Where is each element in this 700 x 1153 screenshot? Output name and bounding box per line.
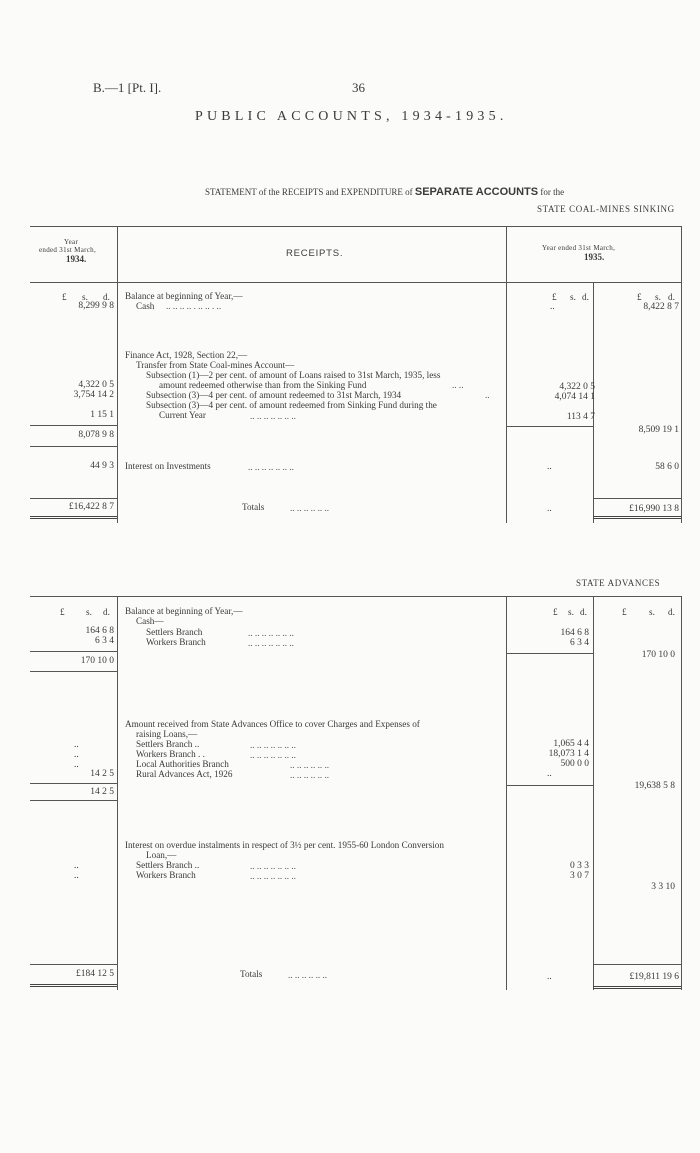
totals-double-rule [593,516,681,519]
subsection3-1935: 113 4 7 [566,412,595,422]
totals-label: Totals [242,502,265,512]
amount-received-label: Amount received from State Advances Office to cover Charges and Expenses of [125,719,420,729]
balance-label: Balance at beginning of Year,— [125,606,243,616]
currency-label-l: £ [552,292,557,302]
leader-dots: .. .. .. .. .. .. .. [250,750,296,760]
table1-col-rule [593,282,594,523]
table1-col-rule [681,226,682,523]
table2-col-rule [593,596,594,990]
finance-subtotal-1934: 8,078 9 8 [78,430,114,440]
totals-label: Totals [240,969,263,979]
ov-workers-label: Workers Branch [136,870,196,880]
subsection2-1934: 3,754 14 2 [73,390,114,400]
totals-1935: £19,811 19 6 [629,972,679,982]
leader-dots: .. .. .. .. .. .. .. [250,871,296,881]
statement-emphasis: SEPARATE ACCOUNTS [414,186,539,198]
subtotal-rule [30,651,117,652]
overdue-interest-label: Interest on overdue instalments in respect of 3½ per cent. 1955-60 London Conversion [125,840,444,850]
totals-rule [593,498,681,499]
adv-workers-1934: .. [74,750,79,760]
currency-label-d: d. [582,292,589,302]
statement-line1 [205,186,564,198]
subsection1-label: Subsection (1)—2 per cent. of amount of Loans raised to 31st March, 1935, less [146,370,441,380]
currency-label-s: s. [649,607,655,617]
leader-dots: .. .. .. .. .. .. [290,503,330,513]
totals-1934: £16,422 8 7 [68,502,114,512]
interest-1934: 44 9 3 [90,461,114,471]
adv-subtotal-1935: 19,638 5 8 [634,781,675,791]
interest-1935: 58 6 0 [655,462,679,472]
balance-subtotal-1934: 170 10 0 [80,656,114,666]
statement-prefix: STATEMENT of the RECEIPTS and EXPENDITURE of [205,187,413,197]
year1934-header-b: ended 31st March, [39,246,97,254]
settlers-1935: 164 6 8 [560,628,589,638]
subtotal-rule [30,671,117,672]
adv-subtotal-1934: 14 2 5 [90,787,114,797]
subtotal-rule [30,446,117,447]
currency-label-l: £ [637,292,642,302]
adv-rural-1934: 14 2 5 [90,769,114,779]
leader-dots: .. .. .. .. .. .. .. [250,411,296,421]
totals-double-rule [30,984,117,987]
subsection1-1935: 4,322 0 5 [559,382,595,392]
leader-dots: .. .. .. .. .. .. .. [248,462,294,472]
cash-1934: 8,299 9 8 [78,301,114,311]
subtotal-rule [30,425,117,426]
table1-top-rule [30,226,682,227]
totals-1934: £184 12 5 [76,969,114,979]
ov-subtotal-1935: 3 3 10 [651,882,675,892]
ov-workers-1935: 3 0 7 [570,871,589,881]
table1-col-rule [117,226,118,523]
subtotal-rule [506,785,593,786]
totals-1935: £16,990 13 8 [629,504,679,514]
year1935-header-b: 1935. [584,252,605,262]
leader-dots: .. [485,390,490,400]
currency-label-s: s. [655,292,661,302]
workers-branch-label: Workers Branch [146,637,206,647]
page-title: PUBLIC ACCOUNTS, 1934-1935. [195,109,508,124]
ov-settlers-1935: 0 3 3 [570,861,589,871]
settlers-branch-label: Settlers Branch [146,627,203,637]
interest-label: Interest on Investments [125,461,211,471]
leader-dots: .. .. .. .. .. .. .. [250,740,296,750]
currency-label-d: d. [668,292,675,302]
totals-col4: .. [547,504,552,514]
settlers-1934: 164 6 8 [85,626,114,636]
subsection2-1935: 4,074 14 1 [554,392,595,402]
subsection1-label-cont: amount redeemed otherwise than from the Sinking Fund [159,380,367,390]
leader-dots: .. .. [452,380,464,390]
year1934-header-a: Year [64,238,79,246]
currency-label-s: s. [568,607,574,617]
transfer-label: Transfer from State Coal-mines Account— [136,360,295,370]
subsection3-label: Subsection (3)—4 per cent. of amount redeemed from Sinking Fund during the [146,400,437,410]
ov-settlers-1934: .. [74,861,79,871]
receipts-header: RECEIPTS. [286,248,344,259]
adv-local-1935: 500 0 0 [560,759,589,769]
cash-label: Cash— [136,616,164,626]
ov-workers-1934: .. [74,871,79,881]
adv-local-1934: .. [74,760,79,770]
subsection3-label-cont: Current Year [159,410,206,420]
year1935-header-a: Year ended 31st March, [542,244,616,252]
currency-label-d: d. [668,607,675,617]
subsection1-1934: 4,322 0 5 [78,380,114,390]
adv-local-label: Local Authorities Branch [136,759,229,769]
currency-label-l: £ [553,607,558,617]
workers-1934: 6 3 4 [95,636,114,646]
cash-col4: .. [550,302,555,312]
cash-label: Cash [136,301,155,311]
totals-rule [30,964,117,965]
finance-subtotal-1935: 8,509 19 1 [638,425,679,435]
leader-dots: .. .. .. .. . .. .. . .. [166,301,222,311]
leader-dots: .. .. .. .. .. .. .. [248,638,294,648]
subsection3-1934: 1 15 1 [90,410,114,420]
subtotal-rule [30,800,117,801]
adv-workers-label: Workers Branch . . [136,749,205,759]
currency-label-s: s. [82,292,88,302]
totals-col4: .. [547,972,552,982]
leader-dots: .. .. .. .. .. .. [288,970,328,980]
table1-col-rule [506,226,507,523]
subtotal-rule [30,783,117,784]
currency-label-s: s. [570,292,576,302]
currency-label-d: d. [103,607,110,617]
interest-col4: .. [547,462,552,472]
adv-settlers-label: Settlers Branch .. [136,739,200,749]
adv-rural-label: Rural Advances Act, 1926 [136,769,233,779]
currency-label-s: s. [86,607,92,617]
statement-suffix: for the [540,187,565,197]
overdue-interest-label-cont: Loan,— [146,850,177,860]
adv-rural-1935: .. [547,769,552,779]
currency-label-l: £ [62,292,67,302]
table1-header-rule [30,282,682,283]
workers-1935: 6 3 4 [570,638,589,648]
totals-rule [593,964,681,965]
finance-act-label: Finance Act, 1928, Section 22,— [125,350,248,360]
totals-rule [30,498,117,499]
subsection2-label: Subsection (3)—4 per cent. of amount redeemed to 31st March, 1934 [146,390,402,400]
currency-label-d: d. [103,292,110,302]
leader-dots: .. .. .. .. .. .. .. [250,861,296,871]
page-reference: B.—1 [Pt. I]. [93,80,162,95]
table2-col-rule [506,596,507,990]
subtotal-rule [506,426,593,427]
cash-1935: 8,422 8 7 [643,302,679,312]
table2-col-rule [681,596,682,990]
statement-line2: STATE COAL-MINES SINKING [537,204,675,214]
page-number: 36 [352,80,365,95]
adv-settlers-1935: 1,065 4 4 [553,739,589,749]
ov-settlers-label: Settlers Branch .. [136,860,200,870]
leader-dots: .. .. .. .. .. .. .. [248,628,294,638]
subtotal-rule [506,653,593,654]
totals-double-rule [593,986,681,989]
currency-label-l: £ [60,607,65,617]
balance-subtotal-1935: 170 10 0 [641,650,675,660]
table2-top-rule [30,596,682,597]
currency-label-d: d. [580,607,587,617]
amount-received-label-cont: raising Loans,— [136,729,198,739]
leader-dots: .. .. .. .. .. .. [290,760,330,770]
adv-workers-1935: 18,073 1 4 [548,749,589,759]
totals-double-rule [30,516,117,519]
year1934-header-c: 1934. [66,254,87,264]
balance-label: Balance at beginning of Year,— [125,291,243,301]
adv-settlers-1934: .. [74,740,79,750]
state-advances-heading: STATE ADVANCES [576,578,661,588]
currency-label-l: £ [622,607,627,617]
leader-dots: .. .. .. .. .. .. [290,770,330,780]
table2-col-rule [117,596,118,990]
